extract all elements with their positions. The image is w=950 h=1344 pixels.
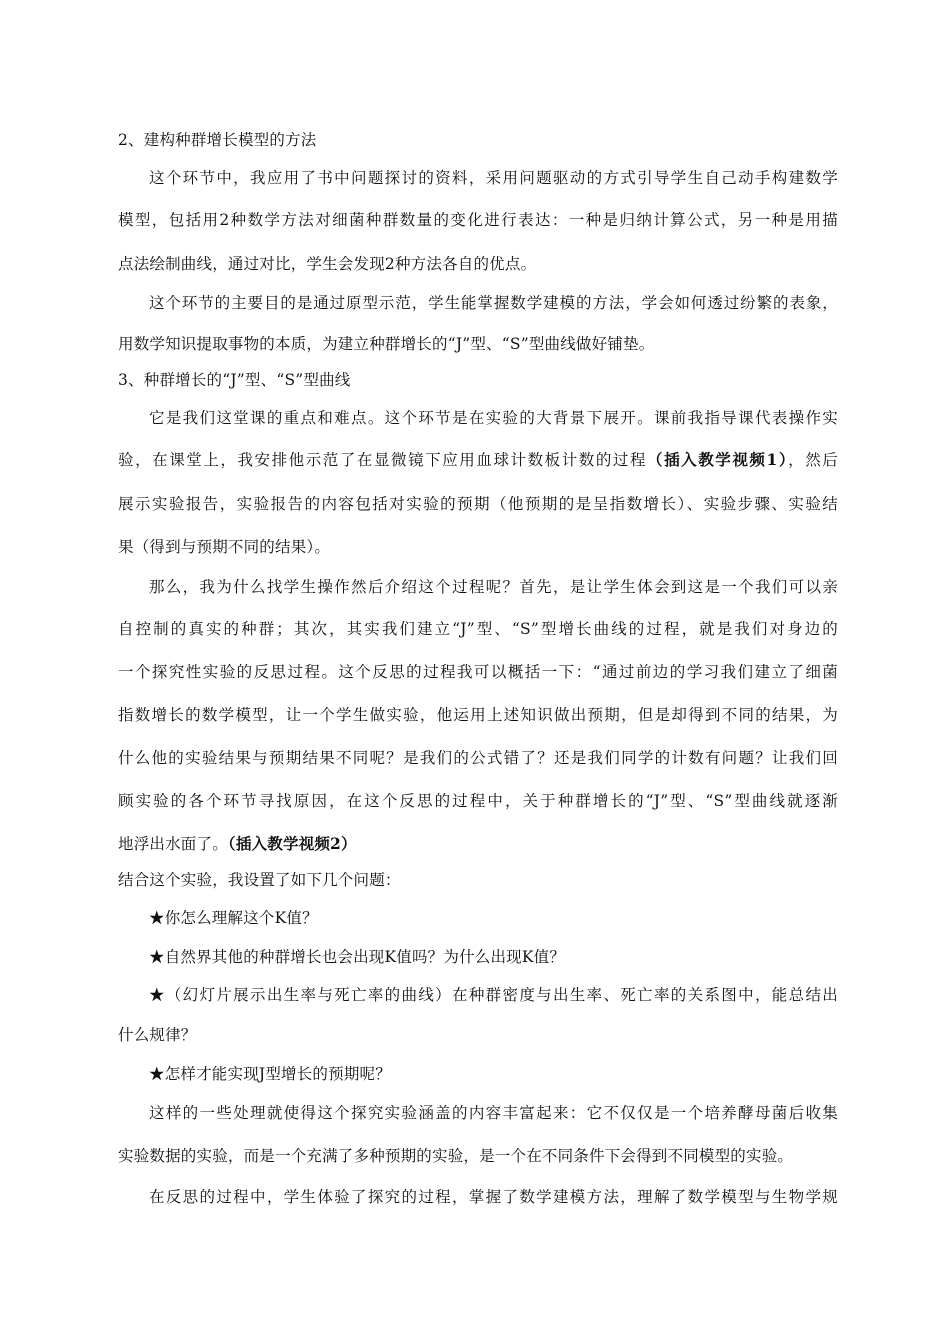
paragraph-line xyxy=(118,834,838,854)
paragraph-line: 它是我们这堂课的重点和难点。这个环节是在实验的大背景下展开。课前我指导课代表操作实 xyxy=(149,409,838,427)
paragraph-line: 果（得到与预期不同的结果）。 xyxy=(118,538,331,556)
paragraph-line: 指数增长的数学模型，让一个学生做实验，他运用上述知识做出预期，但是却得到不同的结果，为 xyxy=(118,706,838,724)
question-item: ★你怎么理解这个K值？ xyxy=(149,909,318,927)
question-item-continuation: 什么规律？ xyxy=(118,1026,197,1044)
paragraph-line: 在反思的过程中，学生体验了探究的过程，掌握了数学建模方法，理解了数学模型与生物学规 xyxy=(149,1188,838,1206)
section-heading-3: 3、种群增长的“J”型、“S”型曲线 xyxy=(118,371,351,389)
paragraph-line: 这样的一些处理就使得这个探究实验涵盖的内容丰富起来：它不仅仅是一个培养酵母菌后收集 xyxy=(149,1104,838,1122)
question-item: ★（幻灯片展示出生率与死亡率的曲线）在种群密度与出生率、死亡率的关系图中，能总结出 xyxy=(149,986,838,1004)
paragraph-line: 一个探究性实验的反思过程。这个反思的过程我可以概括一下：“通过前边的学习我们建立了细菌 xyxy=(118,663,838,681)
paragraph-text: ，然后 xyxy=(788,451,838,469)
paragraph-line: 展示实验报告，实验报告的内容包括对实验的预期（他预期的是呈指数增长）、实验步骤、实验结 xyxy=(118,495,838,513)
paragraph-line: 点法绘制曲线，通过对比，学生会发现2种方法各自的优点。 xyxy=(118,255,537,273)
paragraph-line: 顾实验的各个环节寻找原因，在这个反思的过程中，关于种群增长的“J”型、“S”型曲线就逐渐 xyxy=(118,792,838,810)
paragraph-line: 那么，我为什么找学生操作然后介绍这个过程呢？首先，是让学生体会到这是一个我们可以亲 xyxy=(149,578,838,596)
paragraph-line: 这个环节中，我应用了书中问题探讨的资料，采用问题驱动的方式引导学生自己动手构建数学 xyxy=(149,169,838,187)
paragraph-text: 验，在课堂上，我安排他示范了在显微镜下应用血球计数板计数的过程 xyxy=(118,451,648,469)
paragraph-text: 地浮出水面了。 xyxy=(118,835,228,853)
paragraph-line: 什么他的实验结果与预期结果不同呢？是我们的公式错了？还是我们同学的计数有问题？让我们回 xyxy=(118,749,838,767)
paragraph-line: 这个环节的主要目的是通过原型示范，学生能掌握数学建模的方法，学会如何透过纷繁的表象， xyxy=(149,294,838,312)
paragraph-line: 自控制的真实的种群；其次，其实我们建立“J”型、“S”型增长曲线的过程，就是我们对身边的 xyxy=(118,620,838,638)
paragraph-line xyxy=(118,450,838,470)
paragraph-line: 用数学知识提取事物的本质，为建立种群增长的“J”型、“S”型曲线做好铺垫。 xyxy=(118,335,655,353)
paragraph-line: 模型，包括用2种数学方法对细菌种群数量的变化进行表达：一种是归纳计算公式，另一种是用描 xyxy=(118,211,838,229)
paragraph-line: 实验数据的实验，而是一个充满了多种预期的实验，是一个在不同条件下会得到不同模型的实验。 xyxy=(118,1147,794,1165)
paragraph-line: 结合这个实验，我设置了如下几个问题： xyxy=(118,871,401,889)
section-heading-2: 2、建构种群增长模型的方法 xyxy=(118,131,317,149)
question-item: ★自然界其他的种群增长也会出现K值吗？为什么出现K值？ xyxy=(149,948,566,966)
question-item: ★怎样才能实现J型增长的预期呢？ xyxy=(149,1065,391,1083)
video-insert-label: （插入教学视频2） xyxy=(227,834,357,853)
video-insert-label: （插入教学视频1） xyxy=(647,450,789,469)
